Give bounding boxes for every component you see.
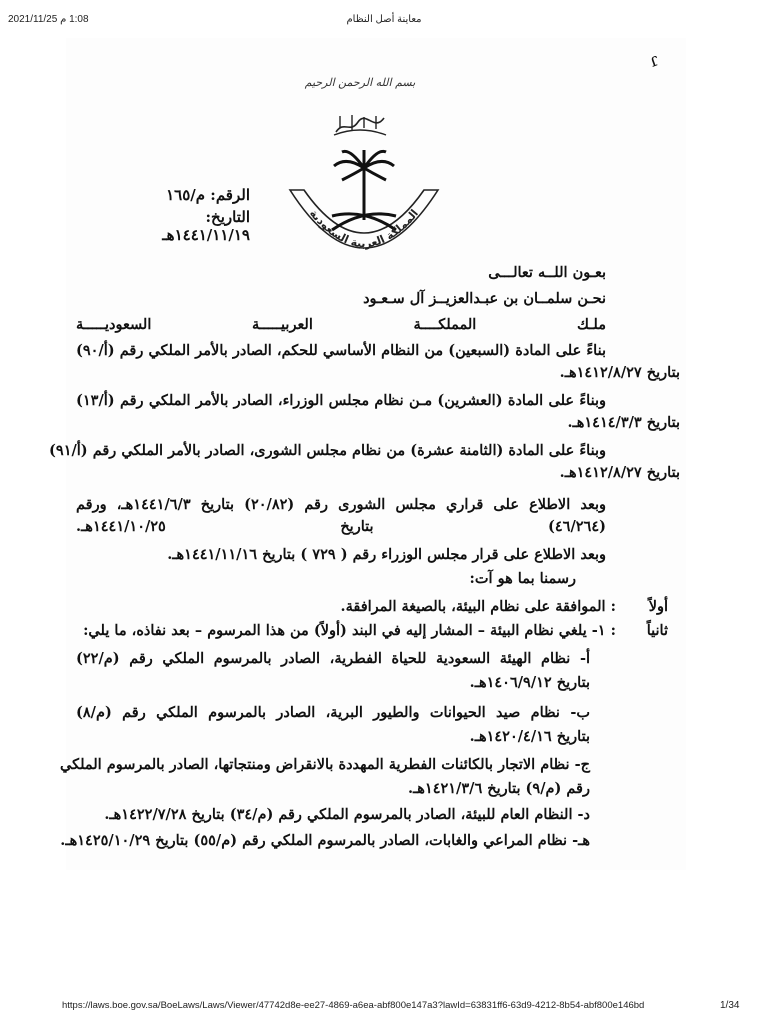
seal-text: المملكة العربية السعودية: [306, 206, 422, 251]
repealed-item: بتاريخ ١٤٢٠/٤/١٦هـ.: [469, 728, 590, 745]
repealed-item: د- النظام العام للبيئة، الصادر بالمرسوم الملكي رقم (م/٣٤) بتاريخ ١٤٢٢/٧/٢٨هـ.: [104, 806, 590, 823]
corner-mark-icon: ɾ: [646, 49, 662, 72]
print-title: معاينة أصل النظام: [346, 14, 422, 25]
basis-line: بناءً على المادة (السبعين) من النظام الأساسي للحكم، الصادر بالأمر الملكي رقم (أ/٩٠): [76, 342, 606, 359]
decree-date: التاريخ: ١٤٤١/١١/١٩هـ: [162, 208, 250, 244]
basis-line: بتاريخ ١٤١٢/٨/٢٧هـ.: [559, 364, 680, 381]
page-count: 1/34: [720, 1000, 740, 1011]
cabinet-line: وبعد الاطلاع على قرار مجلس الوزراء رقم ( ٧٢٩ ) بتاريخ ١٤٤١/١١/١٦هـ.: [167, 546, 606, 563]
article-second-text: : ١- يلغي نظام البيئة – المشار إليه في البند (أولاً) من هذا المرسوم – بعد نفاذه، ما يلي:: [83, 622, 616, 639]
basis-line: وبعد الاطلاع على قراري مجلس الشورى رقم (٢٠/٨٢) بتاريخ ١٤٤١/٦/٣هـ، ورقم: [76, 496, 607, 513]
print-header: [0, 14, 768, 28]
page-url: https://laws.boe.gov.sa/BoeLaws/Laws/Viewer/47742d8e-ee27-4869-a6ea-abf800e147a3?lawId=63831ff6-63d9-4212-8b54-abf800e146bd: [62, 1000, 645, 1011]
basis-line: وبناءً على المادة (الثامنة عشرة) من نظام مجلس الشورى، الصادر بالأمر الملكي رقم (أ/٩١): [49, 442, 606, 459]
shahada-calligraphy-icon: [330, 110, 390, 138]
palm-tree-icon: [334, 150, 394, 220]
basis-line: وبناءً على المادة (العشرين) مـن نظام مجلس الوزراء، الصادر بالأمر الملكي رقم (أ/١٣): [76, 392, 606, 409]
article-second-label: ثانياً: [646, 622, 668, 639]
opening-line: بعـون اللــه تعالـــى: [488, 264, 606, 281]
king-name: نحـن سلمــان بن عبـدالعزيــز آل سـعـود: [363, 290, 606, 307]
decree-number: الرقم: م/١٦٥: [166, 186, 250, 204]
repealed-item: أ- نظام الهيئة السعودية للحياة الفطرية، الصادر بالمرسوم الملكي رقم (م/٢٢): [76, 650, 590, 667]
king-title: ملـك المملكــــة العربيـــــة السعوديـــــة: [76, 316, 606, 333]
basis-line: (٤٦/٢٦٤) بتاريخ ١٤٤١/١٠/٢٥هـ.: [76, 518, 606, 535]
basis-line: بتاريخ ١٤١٢/٨/٢٧هـ.: [559, 464, 680, 481]
repealed-item: بتاريخ ١٤٠٦/٩/١٢هـ.: [469, 674, 590, 691]
article-first-text: : الموافقة على نظام البيئة، بالصيغة المرافقة.: [340, 598, 616, 615]
repealed-item: هـ- نظام المراعي والغابات، الصادر بالمرسوم الملكي رقم (م/٥٥) بتاريخ ١٤٢٥/١٠/٢٩هـ.: [60, 832, 590, 849]
print-footer: [0, 1000, 768, 1014]
saudi-seal-emblem: [284, 146, 444, 254]
repealed-item: ب- نظام صيد الحيوانات والطيور البرية، الصادر بالمرسوم الملكي رقم (م/٨): [76, 704, 590, 721]
article-first-label: أولاً: [648, 598, 668, 615]
repealed-item: ج- نظام الاتجار بالكائنات الفطرية المهددة بالانقراض ومنتجاتها، الصادر بالمرسوم الملكي: [59, 756, 590, 773]
repealed-item: رقم (م/٩) بتاريخ ١٤٢١/٣/٦هـ.: [407, 780, 590, 797]
print-datetime: 1:08 م 2021/11/25: [8, 14, 89, 25]
basmala: بسم الله الرحمن الرحيم: [304, 76, 416, 89]
basis-line: بتاريخ ١٤١٤/٣/٣هـ.: [567, 414, 680, 431]
decree-intro: رسمنا بما هو آت:: [469, 570, 576, 587]
